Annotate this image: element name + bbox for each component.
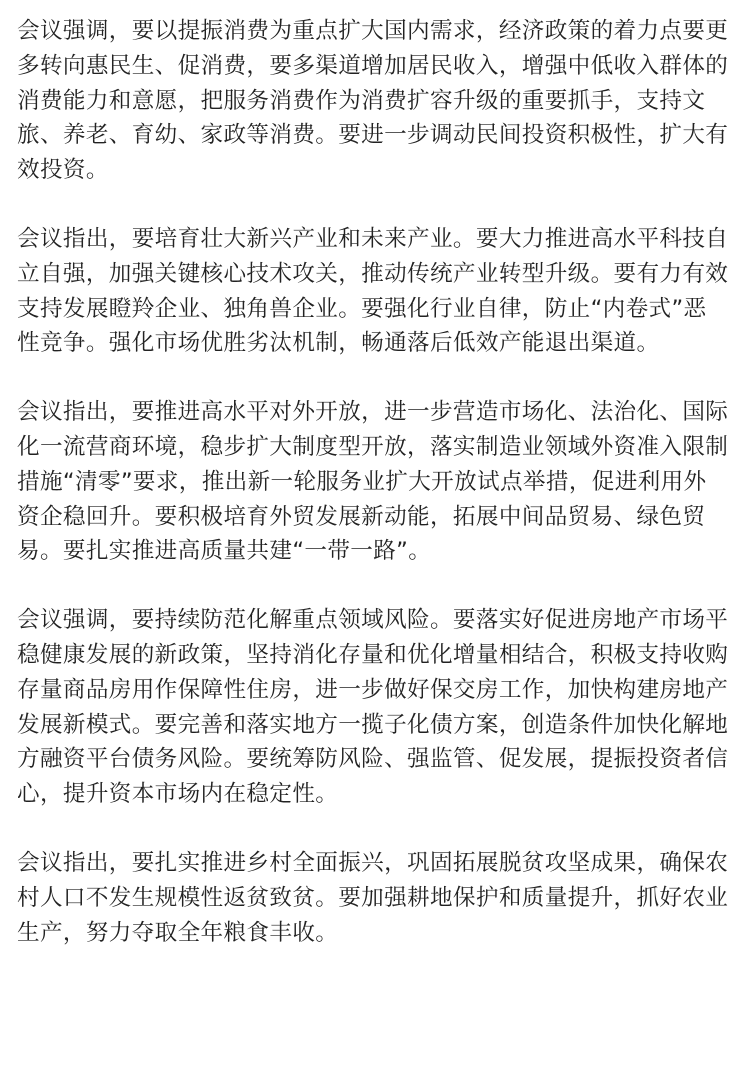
- paragraph-risk-prevention: 会议强调，要持续防范化解重点领域风险。要落实好促进房地产市场平稳健康发展的新政策，坚持消化存量和优化增量相结合，积极支持收购存量商品房用作保障性住房，进一步做好保交房工作，加快构建房地产发展新模式。要完善和落实地方一揽子化债方案，创造条件加快化解地方融资平台债务风险。要统筹防风险、强监管、促发展，提振投资者信心，提升资本市场内在稳定性。: [17, 607, 729, 808]
- article-body: [17, 14, 729, 984]
- paragraph-rural-revitalization: 会议指出，要扎实推进乡村全面振兴，巩固拓展脱贫攻坚成果，确保农村人口不发生规模性返贫致贫。要加强耕地保护和质量提升，抓好农业生产，努力夺取全年粮食丰收。: [17, 849, 729, 946]
- paragraph-emerging-industries: 会议指出，要培育壮大新兴产业和未来产业。要大力推进高水平科技自立自强，加强关键核心技术攻关，推动传统产业转型升级。要有力有效支持发展瞪羚企业、独角兽企业。要强化行业自律，防止“内卷式”恶性竞争。强化市场优胜劣汰机制，畅通落后低效产能退出渠道。: [17, 225, 729, 357]
- paragraph-opening-up: 会议指出，要推进高水平对外开放，进一步营造市场化、法治化、国际化一流营商环境，稳步扩大制度型开放，落实制造业领域外资准入限制措施“清零”要求，推出新一轮服务业扩大开放试点举措，促进利用外资企稳回升。要积极培育外贸发展新动能，拓展中间品贸易、绿色贸易。要扎实推进高质量共建“一带一路”。: [17, 399, 729, 565]
- paragraph-consumption: 会议强调，要以提振消费为重点扩大国内需求，经济政策的着力点要更多转向惠民生、促消费，要多渠道增加居民收入，增强中低收入群体的消费能力和意愿，把服务消费作为消费扩容升级的重要抓手，支持文旅、养老、育幼、家政等消费。要进一步调动民间投资积极性，扩大有效投资。: [17, 18, 729, 184]
